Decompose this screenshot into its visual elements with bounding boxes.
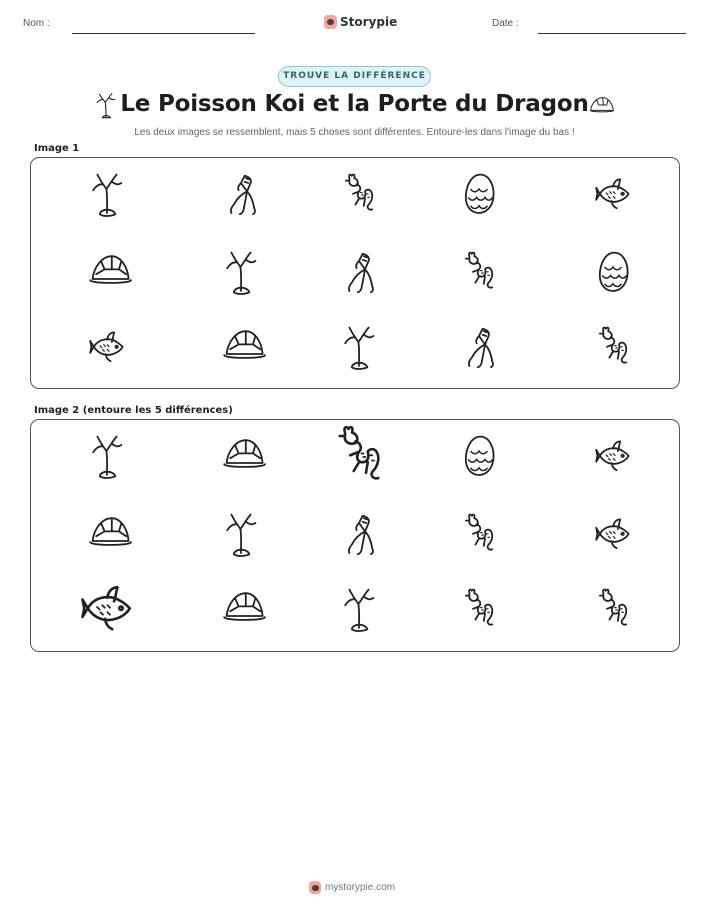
fish-icon[interactable] [583, 165, 643, 225]
dragon-icon[interactable] [329, 165, 389, 225]
fish-icon[interactable] [69, 574, 145, 646]
name-write-line[interactable] [72, 33, 255, 34]
dragon-icon[interactable] [449, 580, 509, 640]
activity-badge: TROUVE LA DIFFÉRENCE [278, 66, 431, 87]
rock-icon[interactable] [211, 427, 271, 487]
brand-logo [324, 13, 397, 31]
image1-panel [30, 157, 680, 389]
coral-icon[interactable] [77, 427, 137, 487]
rock-icon[interactable] [77, 505, 137, 565]
claw-icon[interactable] [211, 165, 271, 225]
scale-egg-icon[interactable] [449, 427, 509, 487]
page-title: Le Poisson Koi et la Porte du Dragon [120, 91, 589, 117]
coral-icon[interactable] [211, 505, 271, 565]
footer [309, 881, 395, 894]
image2-panel[interactable] [30, 419, 680, 652]
name-label: Nom : [23, 18, 50, 29]
rock-icon[interactable] [77, 243, 137, 303]
storypie-footer-icon [309, 881, 321, 894]
dragon-icon[interactable] [583, 580, 643, 640]
dragon-icon[interactable] [449, 505, 509, 565]
coral-icon[interactable] [329, 580, 389, 640]
rock-icon[interactable] [211, 318, 271, 378]
instructions: Les deux images se ressemblent, mais 5 choses sont différentes. Entoure-les dans l'image du bas ! [134, 127, 575, 138]
coral-icon[interactable] [77, 165, 137, 225]
image2-label: Image 2 (entoure les 5 différences) [34, 405, 233, 416]
dragon-icon[interactable] [583, 318, 643, 378]
fish-icon[interactable] [583, 427, 643, 487]
date-write-line[interactable] [538, 33, 686, 34]
fish-icon[interactable] [583, 505, 643, 565]
dragon-icon[interactable] [321, 421, 397, 493]
fish-icon[interactable] [77, 318, 137, 378]
claw-icon[interactable] [449, 318, 509, 378]
scale-egg-icon[interactable] [449, 165, 509, 225]
rock-icon[interactable] [211, 580, 271, 640]
dragon-icon[interactable] [449, 243, 509, 303]
footer-site: mystorypie.com [325, 882, 396, 893]
image1-label: Image 1 [34, 143, 80, 154]
storypie-logo-icon [324, 15, 337, 29]
claw-icon[interactable] [329, 243, 389, 303]
coral-icon[interactable] [211, 243, 271, 303]
claw-icon[interactable] [329, 505, 389, 565]
rock-deco-icon [588, 95, 616, 115]
brand-name: Storypie [340, 15, 398, 29]
scale-egg-icon[interactable] [583, 243, 643, 303]
date-label: Date : [492, 18, 519, 29]
coral-icon[interactable] [329, 318, 389, 378]
